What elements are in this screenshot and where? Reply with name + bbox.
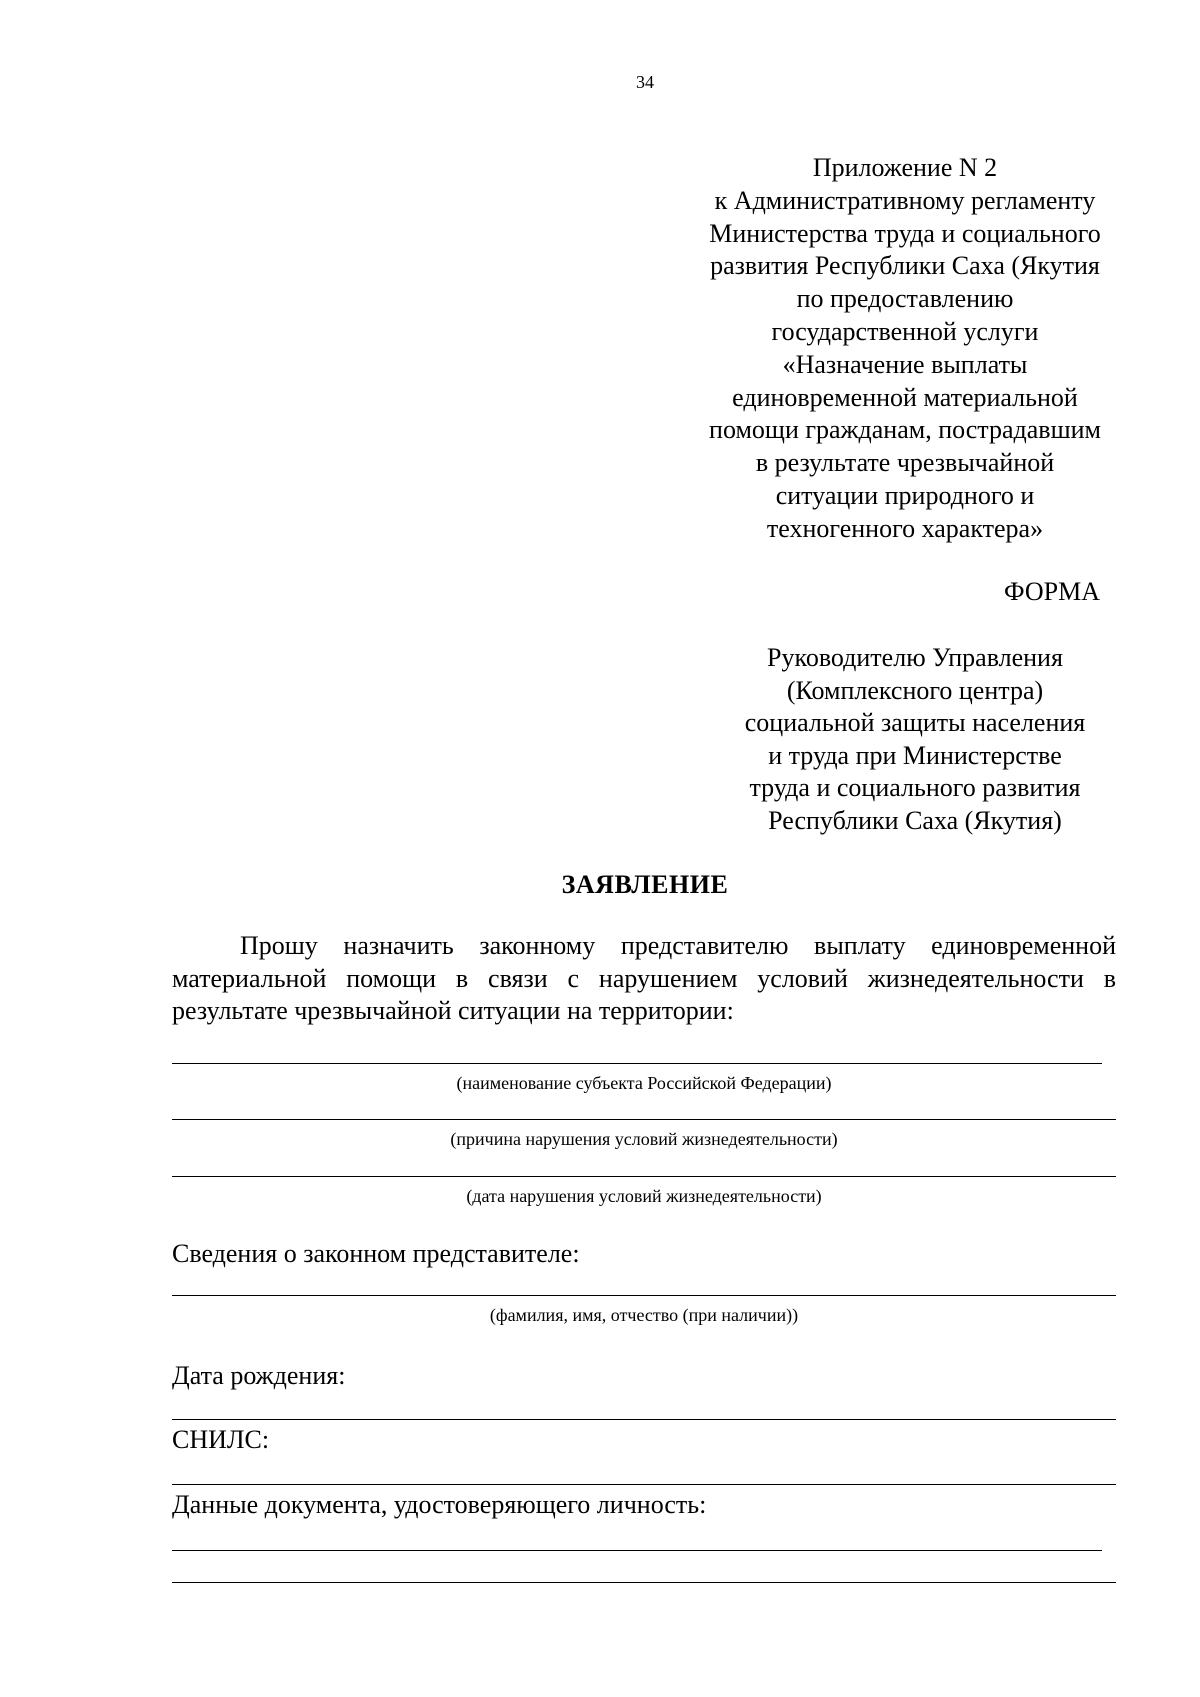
identity-doc-fill-line-2[interactable] xyxy=(172,1582,1116,1583)
fio-caption: (фамилия, имя, отчество (при наличии)) xyxy=(489,1305,799,1325)
snils-label: СНИЛС: xyxy=(172,1425,270,1454)
appendix-line: Приложение N 2 xyxy=(812,153,998,182)
addressee-line: социальной защиты населения xyxy=(744,708,1086,737)
addressee-line: Руководителю Управления xyxy=(767,643,1063,672)
appendix-line: ситуации природного и xyxy=(775,480,1035,510)
appendix-line: техногенного характера» xyxy=(766,513,1044,543)
reason-caption: (причина нарушения условий жизнедеятельности) xyxy=(450,1129,838,1149)
snils-fill-line[interactable] xyxy=(172,1484,1116,1485)
appendix-line: развития Республики Саха (Якутия xyxy=(710,251,1100,281)
fio-fill-line[interactable] xyxy=(172,1295,1116,1296)
appendix-line: единовременной материальной xyxy=(732,382,1078,412)
appendix-line: государственной услуги xyxy=(771,316,1039,346)
reason-fill-line[interactable] xyxy=(172,1119,1116,1120)
appendix-line: к Административному регламенту xyxy=(714,185,1096,215)
appendix-line: по предоставлению xyxy=(796,284,1014,314)
appendix-header xyxy=(655,152,1155,546)
addressee-line: (Комплексного центра) xyxy=(786,675,1044,705)
page-number: 34 xyxy=(636,72,654,92)
appendix-line: «Назначение выплаты xyxy=(782,349,1028,379)
addressee-line: труда и социального развития xyxy=(749,773,1081,802)
addressee-line: Республики Саха (Якутия) xyxy=(768,805,1062,835)
subject-caption: (наименование субъекта Российской Федерации) xyxy=(456,1073,832,1093)
appendix-line: в результате чрезвычайной xyxy=(755,448,1055,478)
subject-fill-line[interactable] xyxy=(172,1063,1102,1064)
appendix-line: Министерства труда и социального xyxy=(709,218,1101,248)
document-title: ЗАЯВЛЕНИЕ xyxy=(561,870,729,899)
form-label: ФОРМА xyxy=(1004,577,1100,606)
representative-label: Сведения о законном представителе: xyxy=(172,1239,580,1268)
identity-doc-fill-line-1[interactable] xyxy=(172,1550,1102,1551)
date-caption: (дата нарушения условий жизнедеятельности) xyxy=(466,1186,822,1206)
identity-doc-label: Данные документа, удостоверяющего личность: xyxy=(172,1490,707,1519)
application-text-content: Прошу назначить законному представителю выплату единовременной материальной помощи в связи с нарушением условий жизнедеятельности в результате чрезвычайной ситуации на территории: xyxy=(172,931,1116,1025)
birth-date-fill-line[interactable] xyxy=(172,1419,1116,1420)
application-text xyxy=(172,930,1116,1028)
addressee-line: и труда при Министерстве xyxy=(768,740,1062,770)
appendix-line: помощи гражданам, пострадавшим xyxy=(709,415,1101,445)
addressee-block xyxy=(715,642,1115,837)
date-fill-line[interactable] xyxy=(172,1176,1116,1177)
birth-date-label: Дата рождения: xyxy=(172,1361,346,1390)
